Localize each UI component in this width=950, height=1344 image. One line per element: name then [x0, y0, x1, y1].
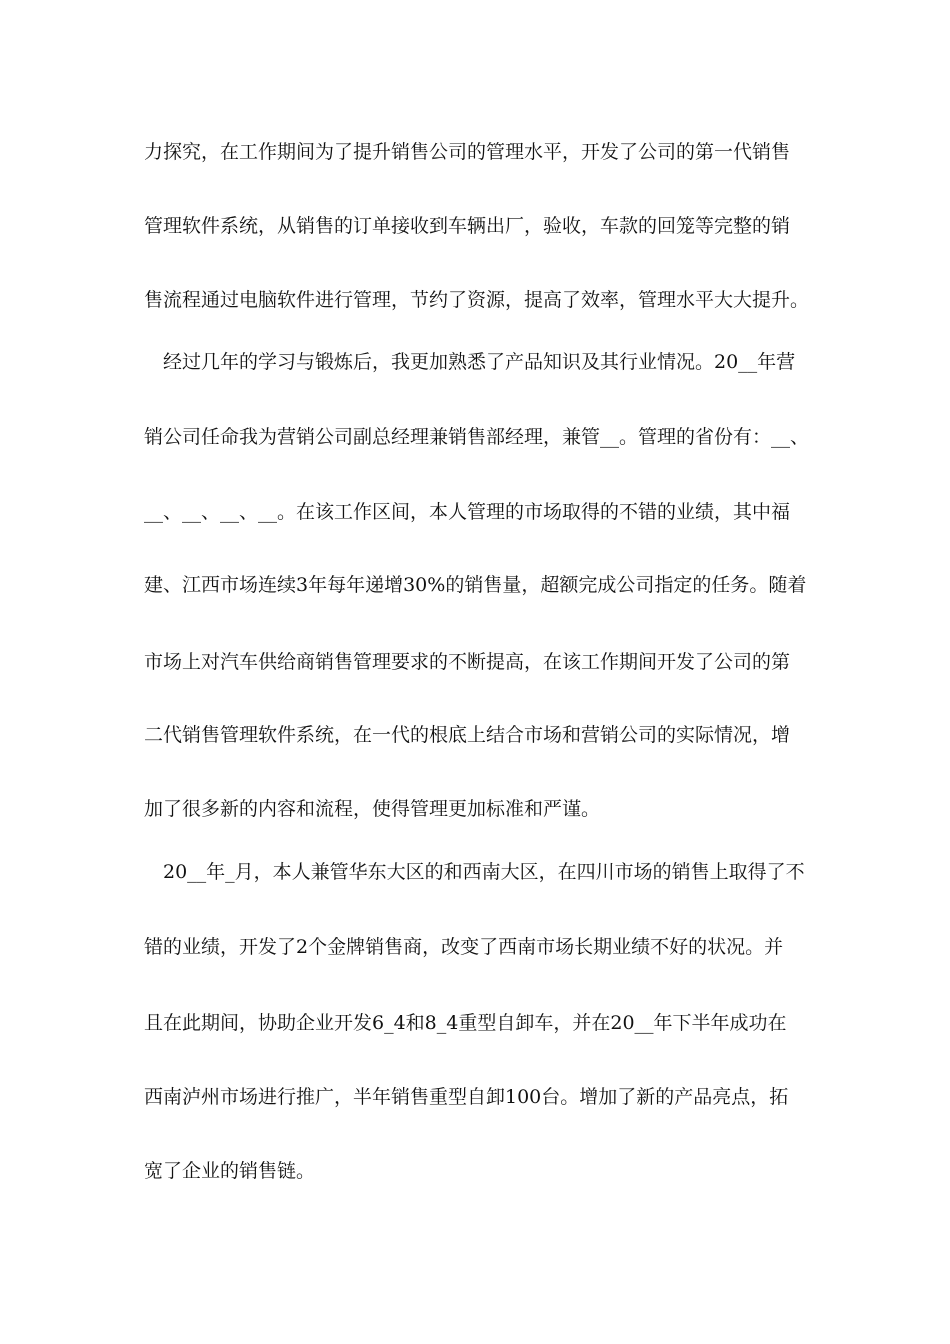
- text-line: 力探究，在工作期间为了提升销售公司的管理水平，开发了公司的第一代销售: [144, 141, 791, 163]
- text-line: 销公司任命我为营销公司副总经理兼销售部经理，兼管__。管理的省份有：__、: [144, 426, 810, 448]
- text-line: 西南泸州市场进行推广，半年销售重型自卸100台。增加了新的产品亮点，拓: [144, 1086, 789, 1108]
- text-line: 宽了企业的销售链。: [144, 1160, 316, 1182]
- text-line: __、__、__、__。在该工作区间，本人管理的市场取得的不错的业绩，其中福: [144, 501, 791, 523]
- paragraph-start-line: 经过几年的学习与锻炼后，我更加熟悉了产品知识及其行业情况。20__年营: [163, 351, 796, 373]
- text-line: 市场上对汽车供给商销售管理要求的不断提高，在该工作期间开发了公司的第: [144, 651, 791, 673]
- text-line: 错的业绩，开发了2个金牌销售商，改变了西南市场长期业绩不好的状况。并: [144, 936, 784, 958]
- text-line: 售流程通过电脑软件进行管理，节约了资源，提高了效率，管理水平大大提升。: [144, 289, 810, 311]
- paragraph-start-line: 20__年_月，本人兼管华东大区的和西南大区，在四川市场的销售上取得了不: [163, 861, 805, 883]
- text-line: 建、江西市场连续3年每年递增30%的销售量，超额完成公司指定的任务。随着: [144, 574, 807, 596]
- text-line: 二代销售管理软件系统，在一代的根底上结合市场和营销公司的实际情况，增: [144, 724, 791, 746]
- text-line: 加了很多新的内容和流程，使得管理更加标准和严谨。: [144, 798, 601, 820]
- text-line: 且在此期间，协助企业开发6_4和8_4重型自卸车，并在20__年下半年成功在: [144, 1012, 787, 1034]
- text-line: 管理软件系统，从销售的订单接收到车辆出厂，验收，车款的回笼等完整的销: [144, 215, 791, 237]
